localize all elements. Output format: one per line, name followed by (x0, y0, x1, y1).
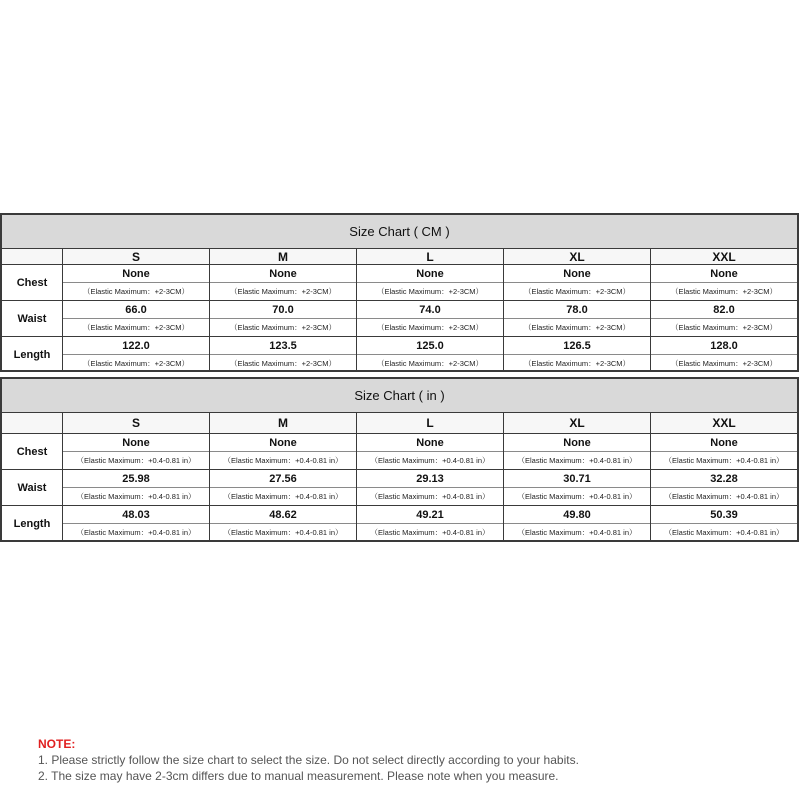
elastic-note: （Elastic Maximum：+0.4-0.81 in） (664, 528, 784, 537)
size-cell (504, 506, 651, 541)
size-value: 48.03 (63, 506, 209, 524)
elastic-note: （Elastic Maximum：+0.4-0.81 in） (223, 528, 343, 537)
size-cell (63, 337, 210, 372)
size-value: 29.13 (357, 470, 503, 488)
row-label: Length (2, 337, 63, 372)
table-row (2, 470, 797, 506)
corner-cell (2, 249, 63, 264)
size-cell (210, 434, 357, 469)
elastic-note: （Elastic Maximum：+2-3CM） (229, 359, 337, 368)
size-cell (504, 301, 651, 336)
size-value: None (210, 265, 356, 283)
row-label: Waist (2, 301, 63, 336)
size-header: L (357, 249, 504, 264)
size-value: None (357, 434, 503, 452)
elastic-note: （Elastic Maximum：+0.4-0.81 in） (370, 456, 490, 465)
size-header: XL (504, 249, 651, 264)
elastic-note: （Elastic Maximum：+2-3CM） (82, 287, 190, 296)
size-header: S (63, 413, 210, 433)
elastic-note: （Elastic Maximum：+0.4-0.81 in） (517, 456, 637, 465)
row-label: Length (2, 506, 63, 541)
elastic-note: （Elastic Maximum：+2-3CM） (670, 287, 778, 296)
size-value: 66.0 (63, 301, 209, 319)
size-value: 128.0 (651, 337, 797, 355)
size-value: None (357, 265, 503, 283)
size-value: 123.5 (210, 337, 356, 355)
elastic-note: （Elastic Maximum：+2-3CM） (376, 287, 484, 296)
size-value: 49.80 (504, 506, 650, 524)
chart-title: Size Chart ( in ) (2, 379, 797, 413)
elastic-note: （Elastic Maximum：+2-3CM） (670, 359, 778, 368)
size-value: None (210, 434, 356, 452)
size-cell (357, 506, 504, 541)
size-cell (357, 434, 504, 469)
chart-title: Size Chart ( CM ) (2, 215, 797, 249)
size-cell (63, 301, 210, 336)
size-chart-cm (0, 213, 799, 372)
size-value: 78.0 (504, 301, 650, 319)
size-cell (504, 337, 651, 372)
size-cell (504, 434, 651, 469)
size-value: 25.98 (63, 470, 209, 488)
size-header: XXL (712, 416, 736, 430)
size-cell (651, 301, 797, 336)
size-cell (210, 470, 357, 505)
elastic-note: （Elastic Maximum：+0.4-0.81 in） (76, 456, 196, 465)
size-value: 32.28 (651, 470, 797, 488)
size-value: 82.0 (651, 301, 797, 319)
size-value: None (504, 434, 650, 452)
size-header: M (210, 413, 357, 433)
elastic-note: （Elastic Maximum：+2-3CM） (376, 359, 484, 368)
size-value: None (504, 265, 650, 283)
size-value: 50.39 (651, 506, 797, 524)
size-chart-in (0, 377, 799, 542)
size-value: 70.0 (210, 301, 356, 319)
table-row (2, 434, 797, 470)
note-block (38, 736, 579, 784)
note-line: 2. The size may have 2-3cm differs due to manual measurement. Please note when you measure. (38, 769, 559, 783)
row-label: Chest (2, 265, 63, 300)
elastic-note: （Elastic Maximum：+2-3CM） (229, 323, 337, 332)
elastic-note: （Elastic Maximum：+2-3CM） (523, 287, 631, 296)
size-cell (63, 434, 210, 469)
elastic-note: （Elastic Maximum：+2-3CM） (523, 323, 631, 332)
size-cell (210, 265, 357, 300)
table-row (2, 265, 797, 301)
size-header: L (357, 413, 504, 433)
size-value: None (63, 265, 209, 283)
elastic-note: （Elastic Maximum：+0.4-0.81 in） (76, 528, 196, 537)
size-value: 30.71 (504, 470, 650, 488)
size-cell (63, 265, 210, 300)
table-row (2, 337, 797, 372)
elastic-note: （Elastic Maximum：+2-3CM） (82, 359, 190, 368)
elastic-note: （Elastic Maximum：+0.4-0.81 in） (370, 492, 490, 501)
note-line: 1. Please strictly follow the size chart to select the size. Do not select directly according to your habits. (38, 753, 579, 767)
size-cell (504, 470, 651, 505)
size-value: None (651, 434, 797, 452)
table-row (2, 506, 797, 541)
size-cell (504, 265, 651, 300)
elastic-note: （Elastic Maximum：+0.4-0.81 in） (223, 492, 343, 501)
size-cell (651, 434, 797, 469)
row-label: Waist (2, 470, 63, 505)
size-value: 48.62 (210, 506, 356, 524)
size-cell (357, 265, 504, 300)
size-cell (357, 337, 504, 372)
note-title: NOTE: (38, 737, 76, 751)
size-value: None (651, 265, 797, 283)
elastic-note: （Elastic Maximum：+0.4-0.81 in） (517, 492, 637, 501)
elastic-note: （Elastic Maximum：+2-3CM） (376, 323, 484, 332)
size-cell (63, 506, 210, 541)
elastic-note: （Elastic Maximum：+0.4-0.81 in） (76, 492, 196, 501)
row-label: Chest (2, 434, 63, 469)
size-header: S (63, 249, 210, 264)
size-cell (651, 265, 797, 300)
elastic-note: （Elastic Maximum：+2-3CM） (523, 359, 631, 368)
size-value: 126.5 (504, 337, 650, 355)
elastic-note: （Elastic Maximum：+0.4-0.81 in） (664, 456, 784, 465)
size-value: 74.0 (357, 301, 503, 319)
size-header: M (210, 249, 357, 264)
size-header: XXL (712, 249, 736, 264)
size-cell (210, 337, 357, 372)
size-value: 27.56 (210, 470, 356, 488)
size-cell (651, 470, 797, 505)
size-value: 49.21 (357, 506, 503, 524)
size-header-row (2, 249, 797, 265)
size-cell (210, 301, 357, 336)
size-value: None (63, 434, 209, 452)
size-header: XL (504, 413, 651, 433)
elastic-note: （Elastic Maximum：+2-3CM） (670, 323, 778, 332)
table-row (2, 301, 797, 337)
size-value: 122.0 (63, 337, 209, 355)
size-header-row (2, 413, 797, 434)
elastic-note: （Elastic Maximum：+0.4-0.81 in） (370, 528, 490, 537)
size-cell (651, 337, 797, 372)
elastic-note: （Elastic Maximum：+2-3CM） (82, 323, 190, 332)
size-cell (357, 301, 504, 336)
elastic-note: （Elastic Maximum：+0.4-0.81 in） (517, 528, 637, 537)
size-cell (357, 470, 504, 505)
size-cell (210, 506, 357, 541)
size-cell (651, 506, 797, 541)
elastic-note: （Elastic Maximum：+2-3CM） (229, 287, 337, 296)
elastic-note: （Elastic Maximum：+0.4-0.81 in） (223, 456, 343, 465)
elastic-note: （Elastic Maximum：+0.4-0.81 in） (664, 492, 784, 501)
corner-cell (2, 413, 63, 433)
size-value: 125.0 (357, 337, 503, 355)
size-cell (63, 470, 210, 505)
